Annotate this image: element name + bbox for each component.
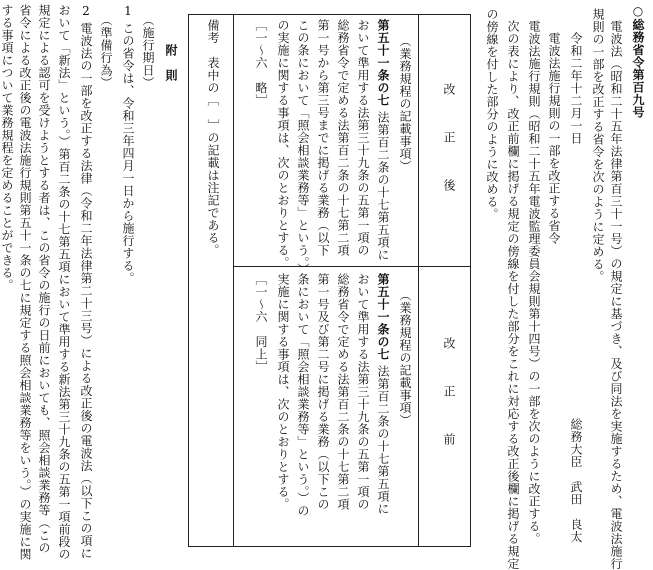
item2-line-2: おいて「新法」という。）第百二条の十七第五項において準用する新法第三十九条の五第一項前段の <box>57 4 71 561</box>
after-heading: （業務規程の記載事項） <box>398 35 412 173</box>
item1-number: 1 <box>121 4 135 19</box>
ordinance-title: ○総務省令第百九号 <box>631 4 645 119</box>
col-before-label: 改 正 前 <box>442 337 456 445</box>
intro-line-2: 規則の一部を改正する省令を次のように定める。 <box>591 8 605 283</box>
before-line-4: 第一号及び第二号に掲げる業務（以下この <box>316 273 330 511</box>
before-line-3: 総務省令で定める法第百二条の十七第二項 <box>336 273 350 511</box>
comparison-table <box>188 14 471 547</box>
col-after-label: 改 正 後 <box>442 83 456 191</box>
after-line-5: この条において「照会相談業務等」という。） <box>296 19 310 276</box>
before-line-5: 条において「照会相談業務等」という。）の <box>296 273 310 517</box>
amendment-body-3: の傍線を付した部分のように改める。 <box>485 8 499 221</box>
after-line-1: 法第百二条の十七第五項に <box>376 111 390 261</box>
minister: 総務大臣 武田 良太 <box>569 418 583 543</box>
before-line-2: おいて準用する法第三十九条の五第一項の <box>356 273 370 511</box>
item2-number: 2 <box>79 4 93 19</box>
before-heading: （業務規程の記載事項） <box>398 289 412 427</box>
amendment-body-2: 次の表により、改正前欄に掲げる規定の傍線を付した部分をこれに対応する改正後欄に掲げる規定 <box>506 20 520 570</box>
intro-line-1: 電波法（昭和二十五年法律第百三十一号）の規定に基づき、及び同法を実施するため、電波法施行 <box>609 20 623 570</box>
after-line-4: 第一号から第三号までに掲げる業務（以下 <box>316 19 330 257</box>
item2-heading: （準備行為） <box>99 14 113 89</box>
before-line-6: 実施に関する事項は、次のとおりとする。 <box>276 273 290 511</box>
item2-line-3: 規定による認可を受けようとする者は、この省令の施行の日前においても、照会相談業務等（この <box>37 4 51 554</box>
after-article: 第五十一条の七 <box>376 19 390 107</box>
item2-line-1: 電波法の一部を改正する法律（令和二年法律第二十三号）による改正後の電波法（以下この項に <box>79 22 93 560</box>
after-line-6: の実施に関する事項は、次のとおりとする。 <box>276 19 290 269</box>
after-line-3: 総務省令で定める法第百二条の十七第二項 <box>336 19 350 257</box>
table-note: 備考 表中の［ ］の記載は注記である。 <box>206 19 220 257</box>
supplementary-title: 附 則 <box>164 44 178 82</box>
amendment-title: 電波法施行規則の一部を改正する省令 <box>547 32 561 245</box>
after-line-2: おいて準用する法第三十九条の五第一項の <box>356 19 370 257</box>
item2-line-5: する事項について業務規程を定めることができる。 <box>0 4 14 292</box>
item2-line-4: 省令による改正後の電波法施行規則第五十一条の七に規定する照会相談業務等をいう。）の実施に関 <box>18 4 32 561</box>
amendment-body-1: 電波法施行規則（昭和二十五年電波監理委員会規則第十四号）の一部を次のように改正する。 <box>527 20 541 545</box>
before-article: 第五十一条の七 <box>376 273 390 361</box>
item1-heading: （施行期日） <box>141 14 155 89</box>
after-omission: ［一～六 略］ <box>254 19 268 107</box>
date: 令和二年十二月一日 <box>569 32 583 145</box>
before-line-1: 法第百二条の十七第五項に <box>376 365 390 515</box>
before-omission: ［一～六 同上］ <box>254 273 268 373</box>
item1-text: この省令は、令和三年四月一日から施行する。 <box>121 22 135 285</box>
